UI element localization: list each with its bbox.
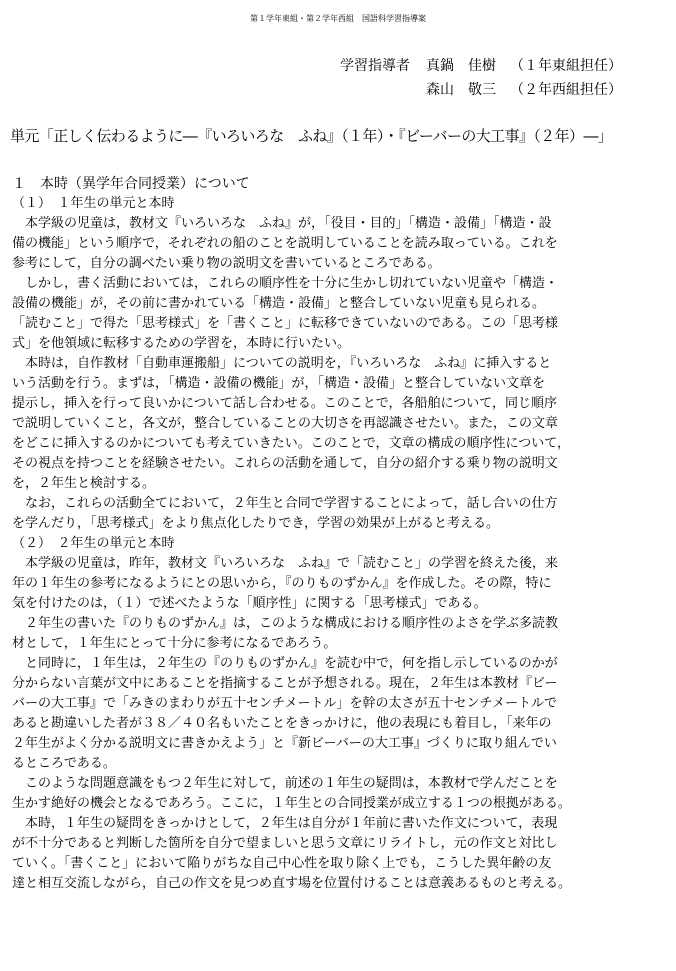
paragraph-line: 「読むこと」で得た「思考様式」を「書くこと」に転移できていないのである。この「思考様 <box>12 316 559 331</box>
paragraph-line: 提示し，挿入を行って良いかについて話し合わせる。このことで，各船舶について，同じ順序 <box>12 396 557 411</box>
author-assignment: （２年西組担任） <box>510 82 622 98</box>
paragraph-line: を，２年生と検討する。 <box>12 476 156 491</box>
paragraph-line: と同時に，１年生は，２年生の『のりものずかん』を読む中で，何を指し示しているのかが <box>12 656 558 671</box>
paragraph-line: ていく。「書くこと」において陥りがちな自己中心性を取り除く上でも，こうした異年齢の友 <box>12 856 552 871</box>
paragraph-line: 本学級の児童は，昨年，教材文『いろいろな ふね』で「読むこと」の学習を終えた後，来 <box>12 556 559 571</box>
author-assignment: （１年東組担任） <box>510 58 622 74</box>
paragraph-line: ２年生がよく分かる説明文に書きかえよう」と『新ビーバーの大工事』づくりに取り組んでい <box>12 736 557 751</box>
paragraph-line: 気を付けたのは，（１）で述べたような「順序性」に関する「思考様式」である。 <box>12 596 487 611</box>
paragraph-line: このような問題意識をもつ２年生に対して，前述の１年生の疑問は，本教材で学んだことを <box>12 776 558 791</box>
paragraph-line: 設備の機能」が，その前に書かれている「構造・設備」と整合していない児童も見られる。 <box>12 296 546 311</box>
paragraph-line: 年の１年生の参考になるようにとの思いから，『のりものずかん』を作成した。その際，特に <box>12 576 552 591</box>
paragraph-line: るところである。 <box>12 756 116 771</box>
author-role: 学習指導者 <box>340 58 410 74</box>
paragraph-line: その視点を持つことを経験させたい。これらの活動を通して，自分の紹介する乗り物の説明文 <box>12 456 558 471</box>
subsection-heading: （１） １年生の単元と本時 <box>12 196 175 211</box>
paragraph-line: 備の機能」という順序で，それぞれの船のことを説明していることを読み取っている。これを <box>12 236 558 251</box>
paragraph-line: を学んだり，「思考様式」をより焦点化したりでき，学習の効果が上がると考える。 <box>12 516 499 531</box>
subsection-heading: （２） ２年生の単元と本時 <box>12 536 175 551</box>
paragraph-line: 式」を他領域に転移するための学習を，本時に行いたい。 <box>12 336 351 351</box>
paragraph-line: しかし，書く活動においては，これらの順序性を十分に生かし切れていない児童や「構造・ <box>12 276 559 291</box>
paragraph-line: 本学級の児童は，教材文『いろいろな ふね』が，「役目・目的」「構造・設備」「構造・設 <box>12 216 552 231</box>
paragraph-line: で説明していくこと，各文が，整合していることの大切さを再認識させたい。また，この文章 <box>12 416 559 431</box>
paragraph-line: 本時は，自作教材「自動車運搬船」についての説明を，『いろいろな ふね』に挿入すると <box>12 356 552 371</box>
paragraph-line: 本時，１年生の疑問をきっかけとして，２年生は自分が１年前に書いた作文について，表現 <box>12 816 558 831</box>
paragraph-line: ２年生の書いた『のりものずかん』は，このような構成における順序性のよさを学ぶ多読教 <box>12 616 559 631</box>
paragraph-line: 達と相互交流しながら，自己の作文を見つめ直す場を位置付けることは意義あるものと考える。 <box>12 876 572 891</box>
paragraph-line: バーの大工事』で「みきのまわりが五十センチメートル」を幹の太さが五十センチメートルで <box>12 696 557 711</box>
paragraph-line: をどこに挿入するのかについても考えていきたい。このことで，文章の構成の順序性について， <box>12 436 570 451</box>
paragraph-line: 材として，１年生にとって十分に参考になるであろう。 <box>12 636 337 651</box>
paragraph-line: 生かす絶好の機会となるであろう。ここに，１年生との合同授業が成立する１つの根拠がある。 <box>12 796 571 811</box>
paragraph-line: いう活動を行う。まずは，「構造・設備の機能」が，「構造・設備」と整合していない文章を <box>12 376 546 391</box>
paragraph-line: 分からない言葉が文中にあることを指摘することが予想される。現在，２年生は本教材『ビー <box>12 676 558 691</box>
paragraph-line: なお，これらの活動全てにおいて，２年生と合同で学習することによって，話し合いの仕方 <box>12 496 558 511</box>
author-name: 真鍋 佳樹 <box>426 58 496 74</box>
author-line-2 <box>340 80 622 100</box>
document-title: 第１学年東組・第２学年西組 国語科学習指導案 <box>250 14 426 23</box>
author-name: 森山 敬三 <box>426 82 496 98</box>
unit-title: 単元「正しく伝わるように―『いろいろな ふね』（１年）・『ビーバーの大工事』（２年）―」 <box>10 127 613 145</box>
paragraph-line: が不十分であると判断した箇所を自分で望ましいと思う文章にリライトし，元の作文と対比し <box>12 836 558 851</box>
paragraph-line: あると勘違いした者が３８／４０名もいたことをきっかけに，他の表現にも着目し，「来年の <box>12 716 552 731</box>
author-line-1 <box>340 56 622 76</box>
section-heading: １ 本時（異学年合同授業）について <box>12 176 250 192</box>
paragraph-line: 参考にして，自分の調べたい乗り物の説明文を書いているところである。 <box>12 256 441 271</box>
